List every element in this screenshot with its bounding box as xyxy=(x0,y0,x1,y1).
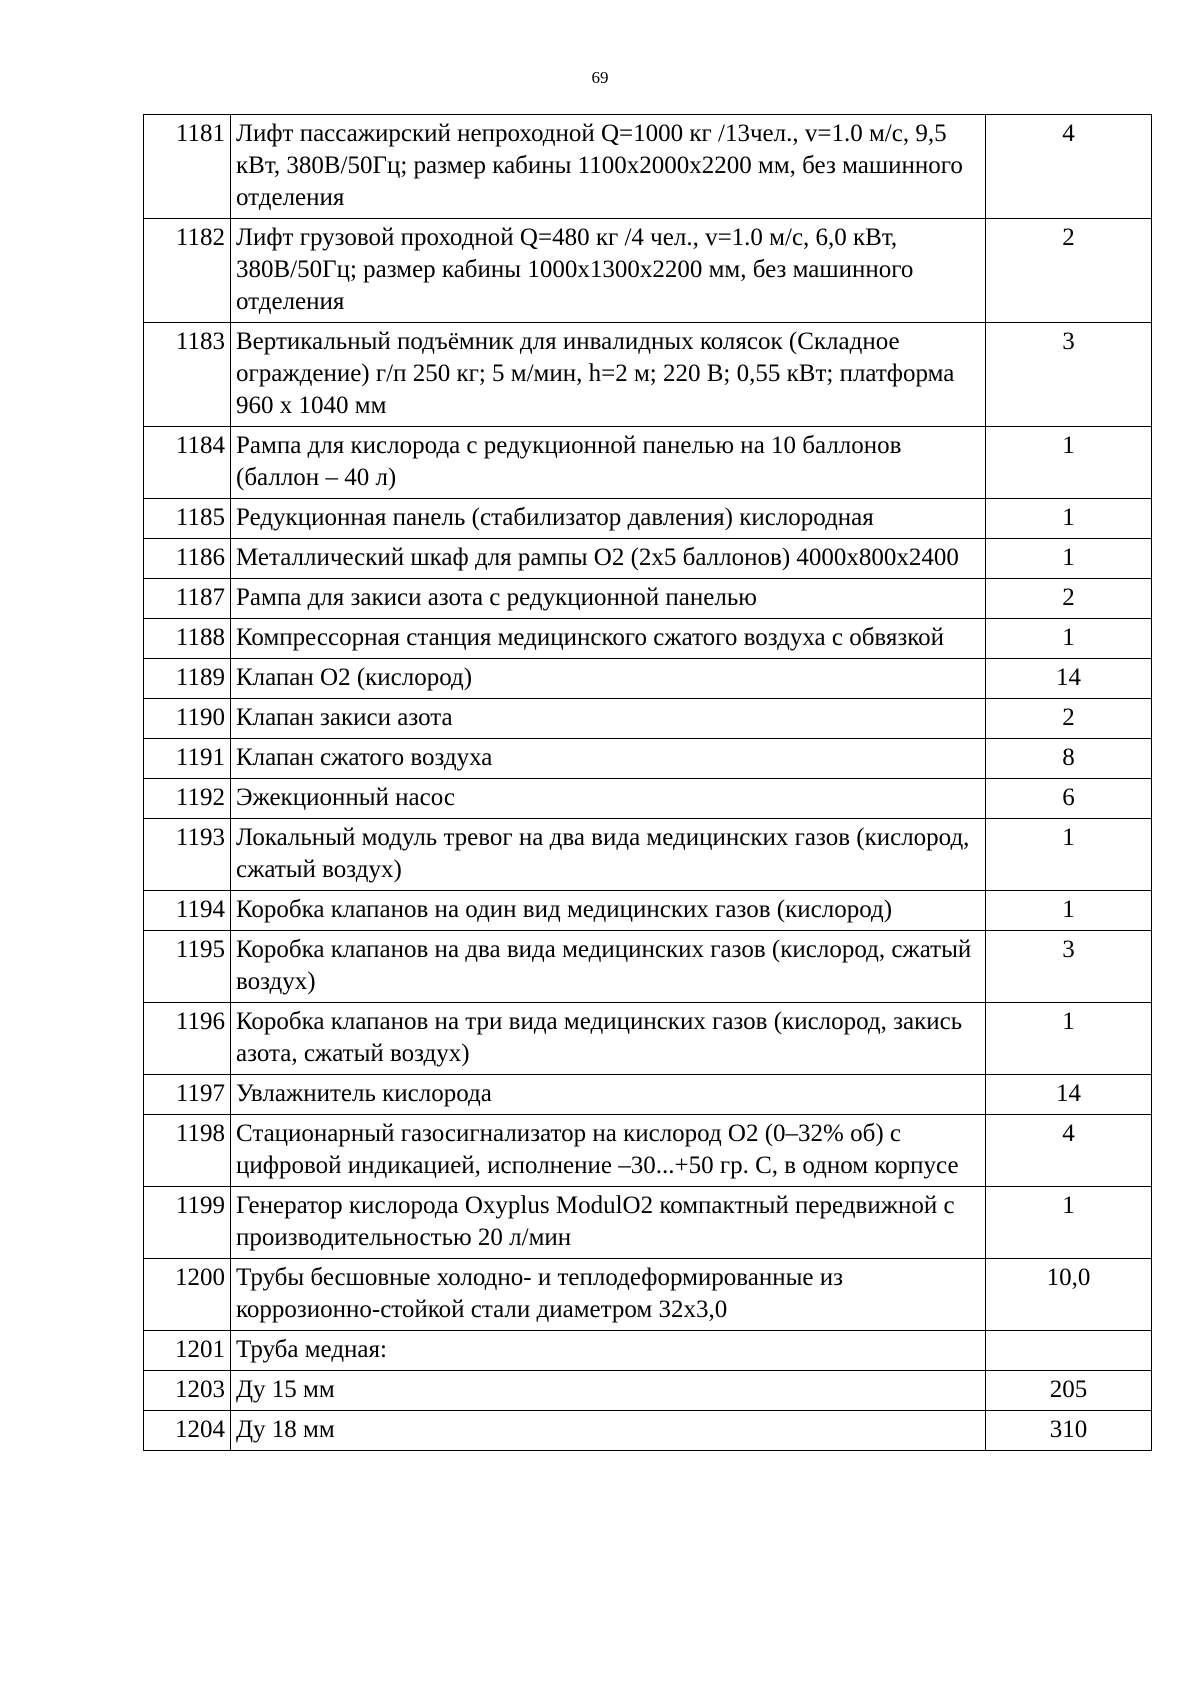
item-quantity: 14 xyxy=(986,659,1152,699)
table-row xyxy=(144,1411,1152,1451)
row-number: 1185 xyxy=(144,499,231,539)
item-quantity xyxy=(986,1331,1152,1371)
item-description: Ду 18 мм xyxy=(231,1411,986,1451)
item-quantity: 8 xyxy=(986,739,1152,779)
row-number: 1193 xyxy=(144,819,231,891)
table-row xyxy=(144,1259,1152,1331)
row-number: 1204 xyxy=(144,1411,231,1451)
item-quantity: 4 xyxy=(986,115,1152,219)
table-row xyxy=(144,115,1152,219)
row-number: 1192 xyxy=(144,779,231,819)
table-row xyxy=(144,427,1152,499)
item-quantity: 3 xyxy=(986,323,1152,427)
item-quantity: 1 xyxy=(986,619,1152,659)
row-number: 1191 xyxy=(144,739,231,779)
item-description: Клапан О2 (кислород) xyxy=(231,659,986,699)
table-row xyxy=(144,1331,1152,1371)
item-quantity: 1 xyxy=(986,427,1152,499)
page-number: 69 xyxy=(591,68,609,87)
row-number: 1190 xyxy=(144,699,231,739)
table-row xyxy=(144,779,1152,819)
item-description: Клапан сжатого воздуха xyxy=(231,739,986,779)
table-row xyxy=(144,323,1152,427)
table-row xyxy=(144,1075,1152,1115)
item-description: Коробка клапанов на три вида медицинских газов (кислород, закись азота, сжатый воздух) xyxy=(231,1003,986,1075)
item-description: Труба медная: xyxy=(231,1331,986,1371)
equipment-table-body xyxy=(144,115,1152,1451)
row-number: 1188 xyxy=(144,619,231,659)
item-quantity: 2 xyxy=(986,579,1152,619)
item-quantity: 6 xyxy=(986,779,1152,819)
item-description: Локальный модуль тревог на два вида медицинских газов (кислород, сжатый воздух) xyxy=(231,819,986,891)
table-row xyxy=(144,659,1152,699)
item-quantity: 3 xyxy=(986,931,1152,1003)
item-quantity: 10,0 xyxy=(986,1259,1152,1331)
table-row xyxy=(144,699,1152,739)
item-description: Стационарный газосигнализатор на кислород О2 (0–32% об) с цифровой индикацией, исполнение –30...+50 гр. С, в одном корпусе xyxy=(231,1115,986,1187)
item-quantity: 1 xyxy=(986,819,1152,891)
item-quantity: 310 xyxy=(986,1411,1152,1451)
row-number: 1186 xyxy=(144,539,231,579)
table-row xyxy=(144,219,1152,323)
equipment-table xyxy=(143,114,1152,1451)
row-number: 1197 xyxy=(144,1075,231,1115)
row-number: 1181 xyxy=(144,115,231,219)
item-quantity: 2 xyxy=(986,219,1152,323)
row-number: 1201 xyxy=(144,1331,231,1371)
item-description: Трубы бесшовные холодно- и теплодеформированные из коррозионно-стойкой стали диаметром 32х3,0 xyxy=(231,1259,986,1331)
item-quantity: 1 xyxy=(986,1187,1152,1259)
row-number: 1184 xyxy=(144,427,231,499)
table-row xyxy=(144,619,1152,659)
item-quantity: 1 xyxy=(986,499,1152,539)
table-row xyxy=(144,891,1152,931)
row-number: 1196 xyxy=(144,1003,231,1075)
table-row xyxy=(144,1003,1152,1075)
row-number: 1194 xyxy=(144,891,231,931)
row-number: 1198 xyxy=(144,1115,231,1187)
table-row xyxy=(144,739,1152,779)
table-row xyxy=(144,1371,1152,1411)
item-description: Рампа для кислорода с редукционной панелью на 10 баллонов (баллон – 40 л) xyxy=(231,427,986,499)
row-number: 1183 xyxy=(144,323,231,427)
item-description: Редукционная панель (стабилизатор давления) кислородная xyxy=(231,499,986,539)
table-row xyxy=(144,539,1152,579)
table-row xyxy=(144,819,1152,891)
item-description: Увлажнитель кислорода xyxy=(231,1075,986,1115)
row-number: 1203 xyxy=(144,1371,231,1411)
table-row xyxy=(144,1115,1152,1187)
item-quantity: 14 xyxy=(986,1075,1152,1115)
item-quantity: 4 xyxy=(986,1115,1152,1187)
item-description: Лифт грузовой проходной Q=480 кг /4 чел., v=1.0 м/с, 6,0 кВт, 380В/50Гц; размер кабины 1000х1300х2200 мм, без машинного отделения xyxy=(231,219,986,323)
item-description: Коробка клапанов на два вида медицинских газов (кислород, сжатый воздух) xyxy=(231,931,986,1003)
row-number: 1195 xyxy=(144,931,231,1003)
row-number: 1189 xyxy=(144,659,231,699)
item-description: Эжекционный насос xyxy=(231,779,986,819)
item-description: Генератор кислорода Oxyplus ModulO2 компактный передвижной с производительностью 20 л/мин xyxy=(231,1187,986,1259)
item-description: Вертикальный подъёмник для инвалидных колясок (Складное ограждение) г/п 250 кг; 5 м/мин, h=2 м; 220 В; 0,55 кВт; платформа 960 х 1040 мм xyxy=(231,323,986,427)
row-number: 1199 xyxy=(144,1187,231,1259)
item-description: Лифт пассажирский непроходной Q=1000 кг /13чел., v=1.0 м/с, 9,5 кВт, 380В/50Гц; размер кабины 1100х2000х2200 мм, без машинного отделения xyxy=(231,115,986,219)
table-row xyxy=(144,1187,1152,1259)
item-description: Клапан закиси азота xyxy=(231,699,986,739)
item-description: Коробка клапанов на один вид медицинских газов (кислород) xyxy=(231,891,986,931)
table-row xyxy=(144,579,1152,619)
item-quantity: 2 xyxy=(986,699,1152,739)
item-description: Ду 15 мм xyxy=(231,1371,986,1411)
item-description: Рампа для закиси азота с редукционной панелью xyxy=(231,579,986,619)
item-quantity: 1 xyxy=(986,891,1152,931)
table-row xyxy=(144,499,1152,539)
item-quantity: 205 xyxy=(986,1371,1152,1411)
row-number: 1200 xyxy=(144,1259,231,1331)
row-number: 1187 xyxy=(144,579,231,619)
table-row xyxy=(144,931,1152,1003)
item-description: Металлический шкаф для рампы О2 (2х5 баллонов) 4000х800х2400 xyxy=(231,539,986,579)
item-quantity: 1 xyxy=(986,539,1152,579)
row-number: 1182 xyxy=(144,219,231,323)
item-quantity: 1 xyxy=(986,1003,1152,1075)
item-description: Компрессорная станция медицинского сжатого воздуха с обвязкой xyxy=(231,619,986,659)
